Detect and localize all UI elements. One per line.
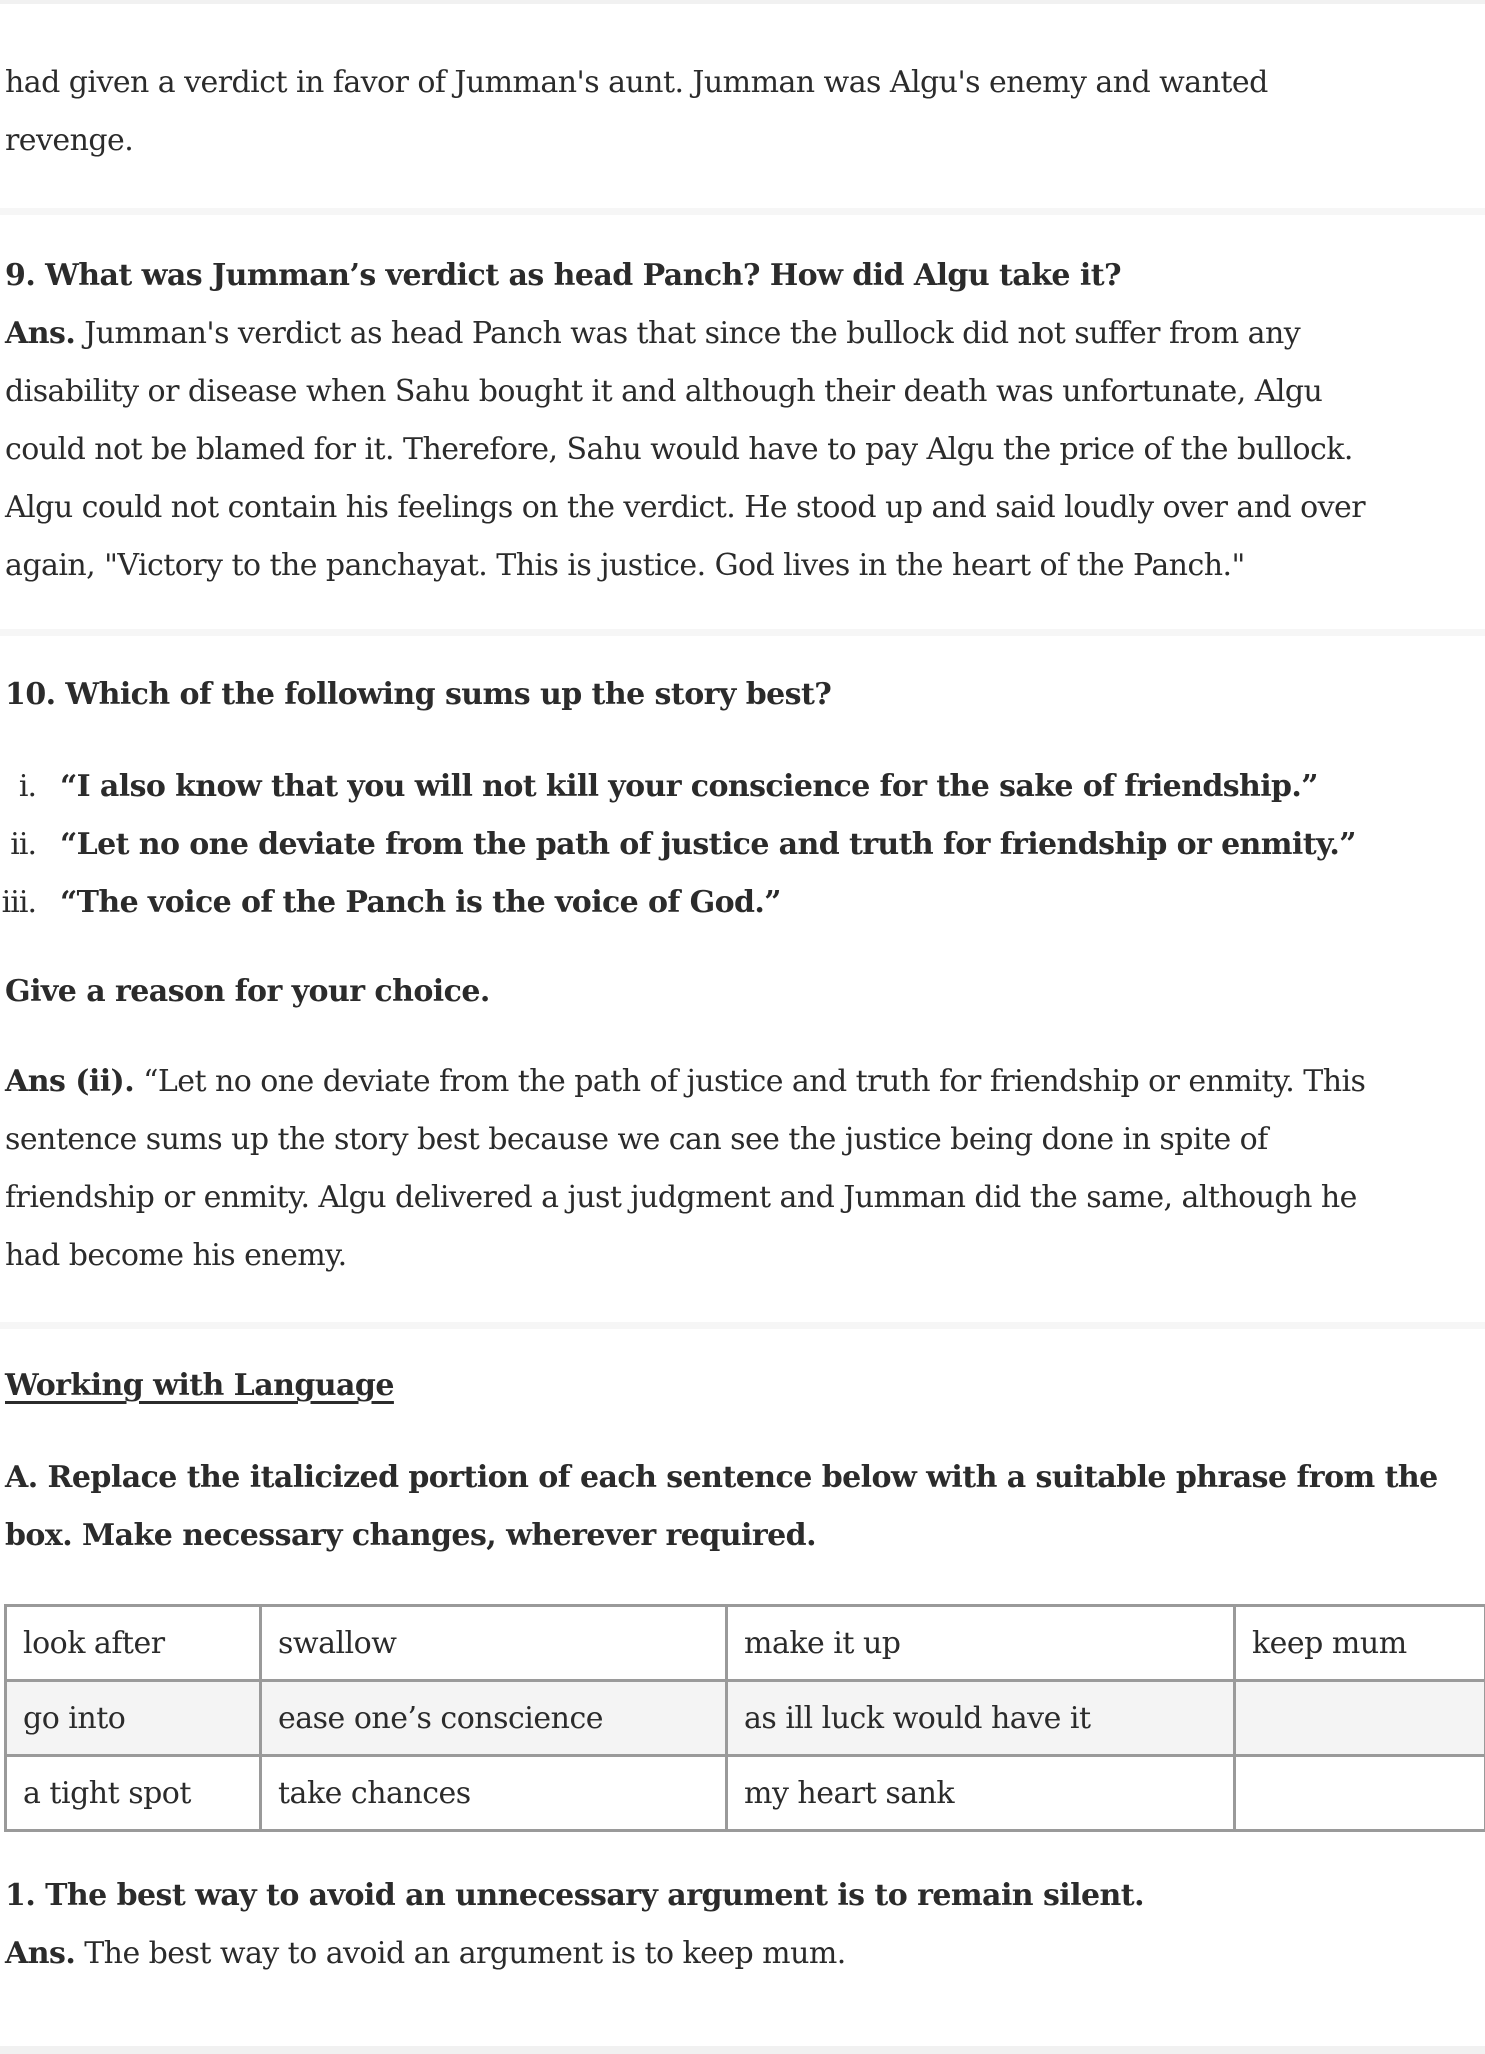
section-divider [0, 208, 1485, 215]
option-text: “I also know that you will not kill your conscience for the sake of friendship.” [60, 769, 1318, 804]
section-divider [0, 1322, 1485, 1329]
answer-line [5, 314, 1300, 354]
exercise-instruction: box. Make necessary changes, wherever required. [5, 1518, 816, 1553]
top-divider [0, 0, 1485, 4]
answer-line: sentence sums up the story best because we can see the justice being done in spite of [5, 1122, 1268, 1157]
answer-label: Ans. [5, 316, 76, 351]
answer-line: friendship or enmity. Algu delivered a just judgment and Jumman did the same, although he [5, 1180, 1357, 1215]
question-heading: 9. What was Jumman’s verdict as head Panch? How did Algu take it? [5, 258, 1122, 293]
table-cell: as ill luck would have it [727, 1681, 1235, 1756]
phrase-box-table [4, 1604, 1485, 1832]
answer-text: “Let no one deviate from the path of justice and truth for friendship or enmity. This [134, 1064, 1366, 1099]
question-heading: 10. Which of the following sums up the story best? [5, 677, 832, 712]
list-marker: ii. [10, 827, 36, 862]
table-cell: a tight spot [6, 1756, 261, 1831]
section-divider [0, 629, 1485, 636]
option-text: “The voice of the Panch is the voice of God.” [60, 885, 781, 920]
bottom-divider [0, 2046, 1485, 2054]
answer-text: Jumman's verdict as head Panch was that since the bullock did not suffer from any [75, 316, 1301, 351]
paragraph-line: revenge. [5, 123, 134, 158]
option-text: “Let no one deviate from the path of justice and truth for friendship or enmity.” [60, 827, 1356, 862]
answer-line: disability or disease when Sahu bought it and although their death was unfortunate, Algu [5, 374, 1323, 409]
table-cell [1235, 1756, 1485, 1831]
table-cell: my heart sank [727, 1756, 1235, 1831]
table-cell: look after [6, 1606, 261, 1681]
answer-line [5, 1062, 1365, 1102]
table-row [6, 1756, 1485, 1831]
answer-line: could not be blamed for it. Therefore, Sahu would have to pay Algu the price of the bullock. [5, 432, 1353, 467]
section-heading: Working with Language [5, 1368, 394, 1403]
table-row [6, 1681, 1485, 1756]
table-cell: ease one’s conscience [261, 1681, 727, 1756]
answer-label: Ans (ii). [5, 1064, 135, 1099]
answer-line: again, "Victory to the panchayat. This is justice. God lives in the heart of the Panch." [5, 548, 1245, 583]
answer-line: Algu could not contain his feelings on the verdict. He stood up and said loudly over and over [5, 490, 1366, 525]
table-cell [1235, 1681, 1485, 1756]
paragraph-line: had given a verdict in favor of Jumman's aunt. Jumman was Algu's enemy and wanted [5, 65, 1268, 100]
exercise-question: 1. The best way to avoid an unnecessary argument is to remain silent. [5, 1878, 1144, 1913]
answer-line: had become his enemy. [5, 1238, 347, 1273]
table-cell: make it up [727, 1606, 1235, 1681]
table-cell: go into [6, 1681, 261, 1756]
list-marker: i. [18, 769, 36, 804]
answer-text: The best way to avoid an argument is to keep mum. [75, 1936, 846, 1971]
prompt: Give a reason for your choice. [5, 974, 490, 1009]
table-row [6, 1606, 1485, 1681]
table-cell: take chances [261, 1756, 727, 1831]
list-marker: iii. [1, 885, 36, 920]
exercise-instruction: A. Replace the italicized portion of each sentence below with a suitable phrase from the [5, 1460, 1438, 1495]
answer-line [5, 1934, 846, 1974]
table-cell: keep mum [1235, 1606, 1485, 1681]
table-cell: swallow [261, 1606, 727, 1681]
answer-label: Ans. [5, 1936, 76, 1971]
